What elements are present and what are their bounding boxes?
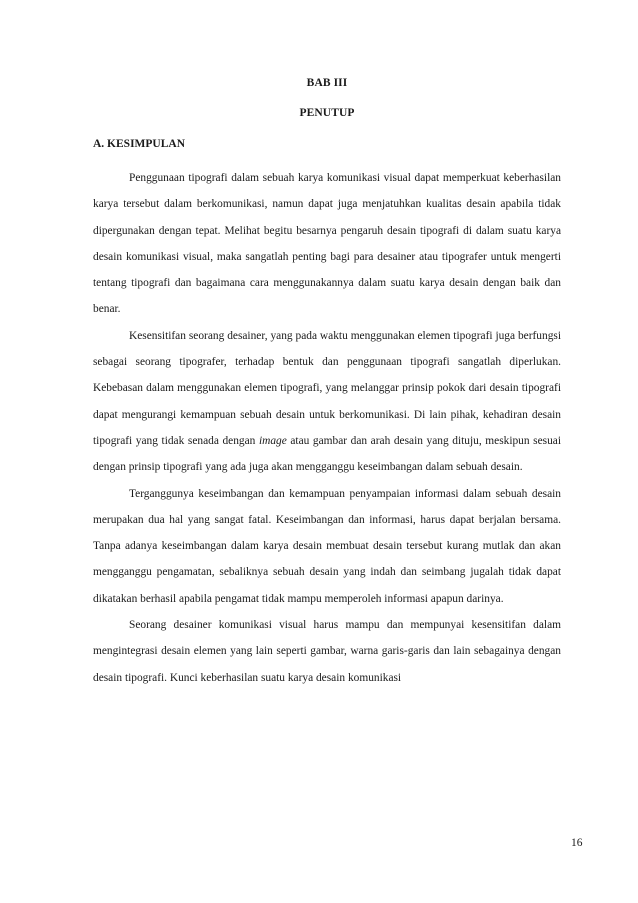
paragraph-2-text-b: atau gambar dan arah desain yang dituju, meskipun sesuai dengan prinsip tipografi yang ada juga akan mengganggu keseimbangan dalam sebuah desain. [93, 434, 561, 474]
page-number: 16 [571, 837, 583, 849]
chapter-title: PENUTUP [299, 107, 355, 119]
paragraph-3: Terganggunya keseimbangan dan kemampuan penyampaian informasi dalam sebuah desain merupakan dua hal yang sangat fatal. Keseimbangan dan informasi, harus dapat berjalan bersama. Tanpa adanya keseimbangan dalam karya desain membuat desain tersebut kurang mutlak dan akan mengganggu pengamatan, sebaliknya sebuah desain yang indah dan seimbang jugalah tidak dapat dikatakan berhasil apabila pengamat tidak mampu memperoleh informasi apapun darinya. [93, 487, 561, 605]
paragraph-2-text-a: Kesensitifan seorang desainer, yang pada waktu menggunakan elemen tipografi juga berfungsi sebagai seorang tipografer, terhadap bentuk dan penggunaan tipografi sangatlah diperlukan. Kebebasan dalam menggunakan elemen tipografi, yang melanggar prinsip pokok dari desain tipografi dapat mengurangi kemampuan sebuah desain untuk berkomunikasi. Di lain pihak, kehadiran desain tipografi yang tidak senada dengan [93, 329, 561, 447]
section-heading: A. KESIMPULAN [93, 138, 186, 150]
paragraph-4: Seorang desainer komunikasi visual harus mampu dan mempunyai kesensitifan dalam mengintegrasi desain elemen yang lain seperti gambar, warna garis-garis dan lain sebagainya dengan desain tipografi. Kunci keberhasilan suatu karya desain komunikasi [93, 619, 561, 684]
paragraph-2 [93, 323, 561, 481]
paragraph-2-italic-term: image [258, 434, 287, 447]
body-text [93, 165, 561, 691]
chapter-heading: BAB III [306, 77, 348, 89]
paragraph-1: Penggunaan tipografi dalam sebuah karya komunikasi visual dapat memperkuat keberhasilan karya tersebut dalam berkomunikasi, namun dapat juga menjatuhkan kualitas desain apabila tidak dipergunakan dengan tepat. Melihat begitu besarnya pengaruh desain tipografi di dalam suatu karya desain komunikasi visual, maka sangatlah penting bagi para desainer atau tipografer untuk mengerti tentang tipografi dan bagaimana cara menggunakannya dalam suatu karya desain dengan baik dan benar. [93, 172, 561, 316]
